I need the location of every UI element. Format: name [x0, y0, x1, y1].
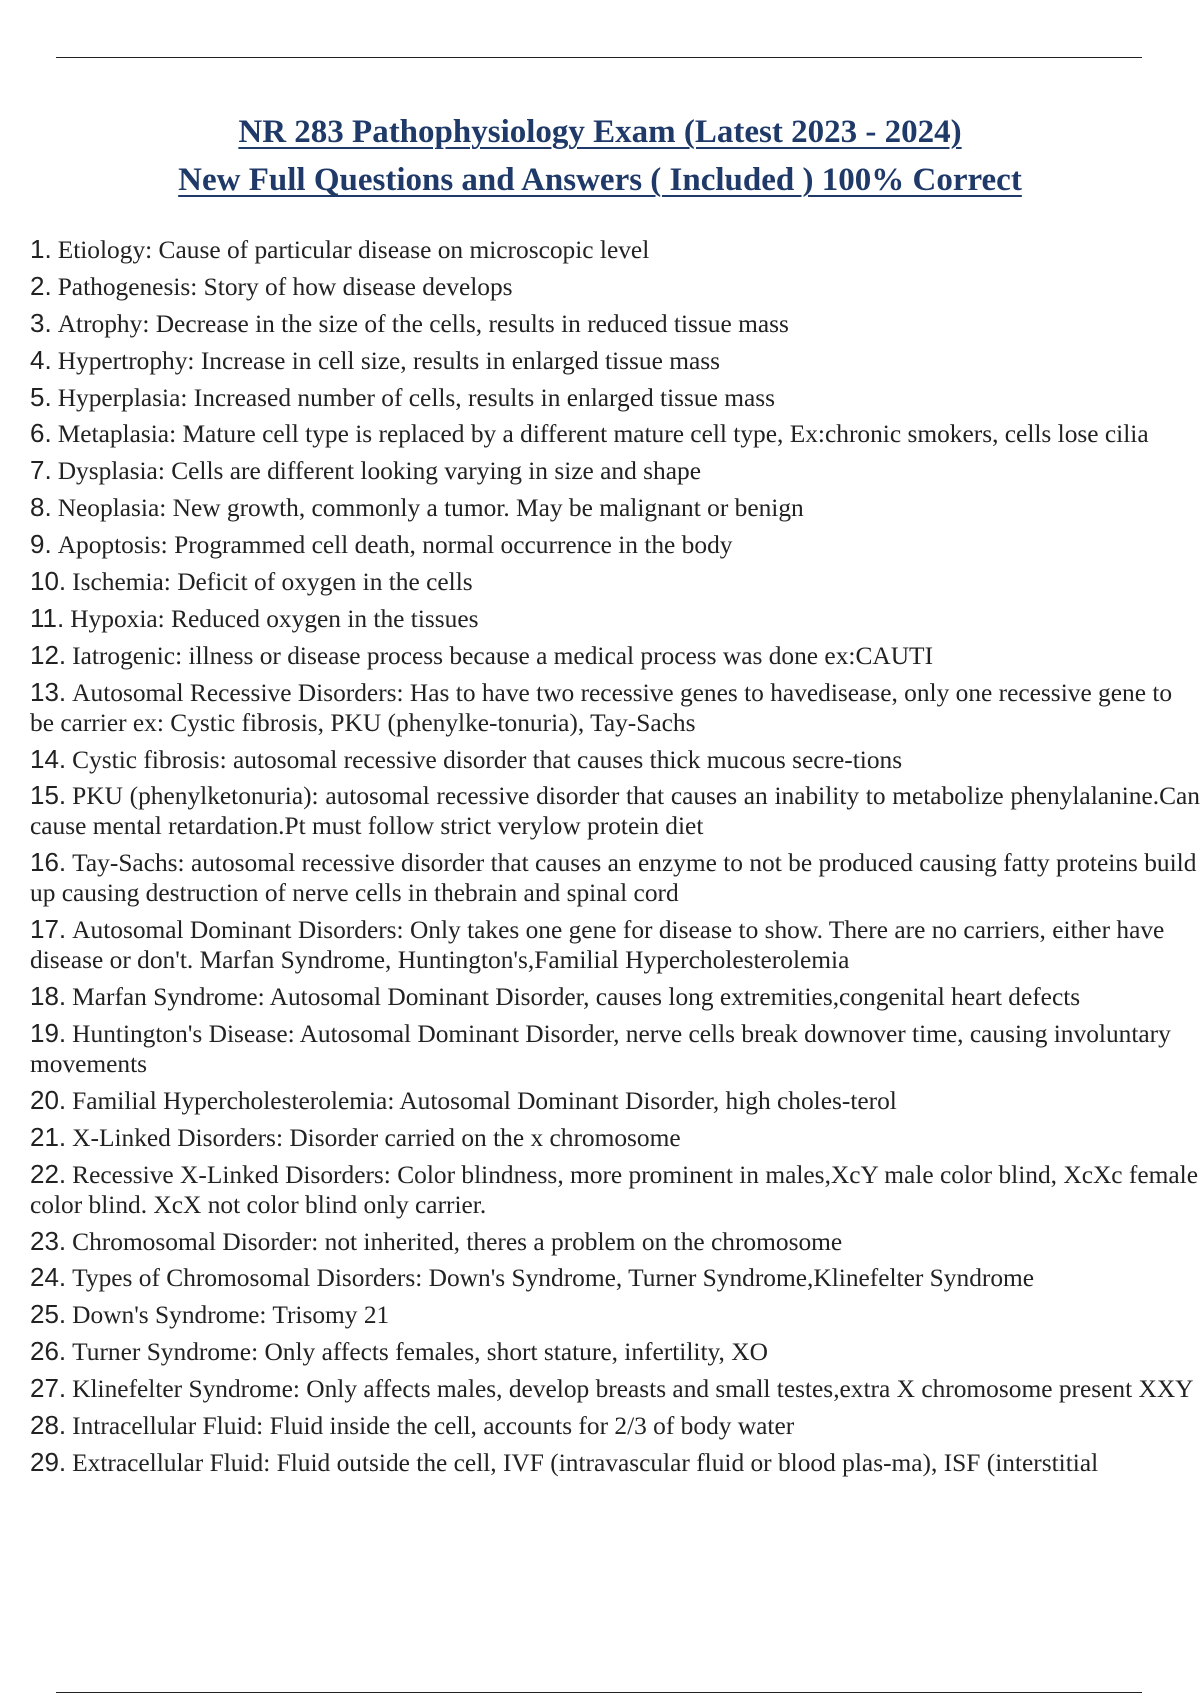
item-number: 21. [30, 1121, 67, 1152]
list-item [30, 382, 1200, 413]
top-divider [56, 57, 1142, 58]
list-item [30, 1226, 1200, 1257]
item-text: PKU (phenylketonuria): autosomal recessive disorder that causes an inability to metabolize phenylalanine.Can cause mental retardation.Pt must follow strict verylow protein diet [30, 782, 1200, 841]
list-item [30, 1447, 1200, 1478]
list-item [30, 566, 1200, 597]
document-title [0, 108, 1200, 204]
item-number: 5. [30, 381, 52, 412]
item-text: Apoptosis: Programmed cell death, normal occurrence in the body [57, 531, 733, 560]
list-item [30, 234, 1200, 265]
item-text: Hypertrophy: Increase in cell size, results in enlarged tissue mass [57, 346, 721, 375]
item-text: Recessive X-Linked Disorders: Color blindness, more prominent in males,XcY male color blind, XcXc female color blind. XcX not color blind only carrier. [30, 1160, 1198, 1219]
list-item [30, 271, 1200, 302]
item-number: 19. [30, 1018, 67, 1049]
item-text: Marfan Syndrome: Autosomal Dominant Disorder, causes long extremities,congenital heart defects [72, 983, 1081, 1012]
list-item [30, 1122, 1200, 1153]
item-text: Pathogenesis: Story of how disease develops [57, 272, 513, 301]
list-item [30, 418, 1200, 449]
list-item [30, 847, 1200, 908]
list-item [30, 1262, 1200, 1293]
list-item [30, 780, 1200, 841]
list-item [30, 345, 1200, 376]
title-line-1: NR 283 Pathophysiology Exam (Latest 2023 - 2024) [238, 114, 962, 150]
list-item [30, 603, 1200, 634]
item-number: 14. [30, 743, 67, 774]
item-number: 17. [30, 914, 67, 945]
list-item [30, 1336, 1200, 1367]
item-number: 7. [30, 455, 52, 486]
item-text: Ischemia: Deficit of oxygen in the cells [72, 568, 473, 597]
item-text: Neoplasia: New growth, commonly a tumor. May be malignant or benign [57, 494, 804, 523]
item-number: 10. [30, 566, 67, 597]
item-text: Cystic fibrosis: autosomal recessive disorder that causes thick mucous secre-tions [72, 745, 903, 774]
item-text: Iatrogenic: illness or disease process because a medical process was done ex:CAUTI [72, 641, 934, 670]
item-number: 6. [30, 418, 52, 449]
item-text: Turner Syndrome: Only affects females, short stature, infertility, XO [72, 1338, 768, 1367]
list-item [30, 744, 1200, 775]
item-number: 27. [30, 1373, 67, 1404]
list-item [30, 640, 1200, 671]
list-item [30, 1299, 1200, 1330]
qa-list [30, 234, 1200, 1484]
list-item [30, 308, 1200, 339]
item-text: Types of Chromosomal Disorders: Down's Syndrome, Turner Syndrome,Klinefelter Syndrome [72, 1264, 1035, 1293]
item-number: 29. [30, 1446, 67, 1477]
item-text: Atrophy: Decrease in the size of the cells, results in reduced tissue mass [57, 309, 789, 338]
item-text: Dysplasia: Cells are different looking varying in size and shape [57, 457, 701, 486]
item-text: Intracellular Fluid: Fluid inside the cell, accounts for 2/3 of body water [72, 1412, 795, 1441]
item-number: 11. [30, 602, 65, 633]
item-number: 16. [30, 847, 67, 878]
list-item [30, 455, 1200, 486]
list-item [30, 1373, 1200, 1404]
bottom-divider [56, 1692, 1142, 1693]
item-text: Autosomal Recessive Disorders: Has to have two recessive genes to havedisease, only one recessive gene to be carrier ex: Cystic fibrosis, PKU (phenylke-tonuria), Tay-Sachs [30, 678, 1173, 737]
item-number: 25. [30, 1299, 67, 1330]
item-text: Klinefelter Syndrome: Only affects males, develop breasts and small testes,extra X chromosome present XXY [72, 1375, 1194, 1404]
item-number: 28. [30, 1410, 67, 1441]
item-number: 1. [30, 234, 52, 264]
list-item [30, 1410, 1200, 1441]
item-text: Autosomal Dominant Disorders: Only takes one gene for disease to show. There are no carriers, either have disease or don't. Marfan Syndrome, Huntington's,Familial Hypercholesterolemia [30, 916, 1165, 975]
item-number: 20. [30, 1084, 67, 1115]
item-number: 4. [30, 344, 52, 375]
item-text: Tay-Sachs: autosomal recessive disorder that causes an enzyme to not be produced causing fatty proteins build up causing destruction of nerve cells in thebrain and spinal cord [30, 849, 1197, 908]
item-number: 15. [30, 780, 67, 811]
item-number: 22. [30, 1158, 67, 1189]
item-text: Etiology: Cause of particular disease on microscopic level [57, 236, 650, 264]
item-number: 9. [30, 529, 52, 560]
item-text: Chromosomal Disorder: not inherited, theres a problem on the chromosome [72, 1227, 843, 1256]
list-item [30, 1085, 1200, 1116]
item-text: Hypoxia: Reduced oxygen in the tissues [70, 604, 479, 633]
item-number: 18. [30, 981, 67, 1012]
list-item [30, 981, 1200, 1012]
title-line-2: New Full Questions and Answers ( Included ) 100% Correct [178, 162, 1022, 198]
item-number: 23. [30, 1225, 67, 1256]
item-number: 26. [30, 1336, 67, 1367]
list-item [30, 1159, 1200, 1220]
item-number: 12. [30, 639, 67, 670]
list-item [30, 677, 1200, 738]
item-text: Hyperplasia: Increased number of cells, results in enlarged tissue mass [57, 383, 775, 412]
item-number: 3. [30, 307, 52, 338]
list-item [30, 529, 1200, 560]
item-number: 24. [30, 1262, 67, 1293]
item-text: Familial Hypercholesterolemia: Autosomal Dominant Disorder, high choles-terol [72, 1086, 897, 1115]
item-number: 13. [30, 676, 67, 707]
item-text: X-Linked Disorders: Disorder carried on the x chromosome [72, 1123, 681, 1152]
item-text: Huntington's Disease: Autosomal Dominant Disorder, nerve cells break downover time, causing involuntary movements [30, 1020, 1171, 1079]
list-item [30, 914, 1200, 975]
item-number: 2. [30, 270, 52, 301]
item-text: Down's Syndrome: Trisomy 21 [72, 1301, 390, 1330]
list-item [30, 1018, 1200, 1079]
item-text: Extracellular Fluid: Fluid outside the cell, IVF (intravascular fluid or blood plas-ma), ISF (interstitial [72, 1448, 1099, 1477]
list-item [30, 492, 1200, 523]
item-number: 8. [30, 492, 52, 523]
item-text: Metaplasia: Mature cell type is replaced by a different mature cell type, Ex:chronic smokers, cells lose cilia [57, 420, 1149, 449]
